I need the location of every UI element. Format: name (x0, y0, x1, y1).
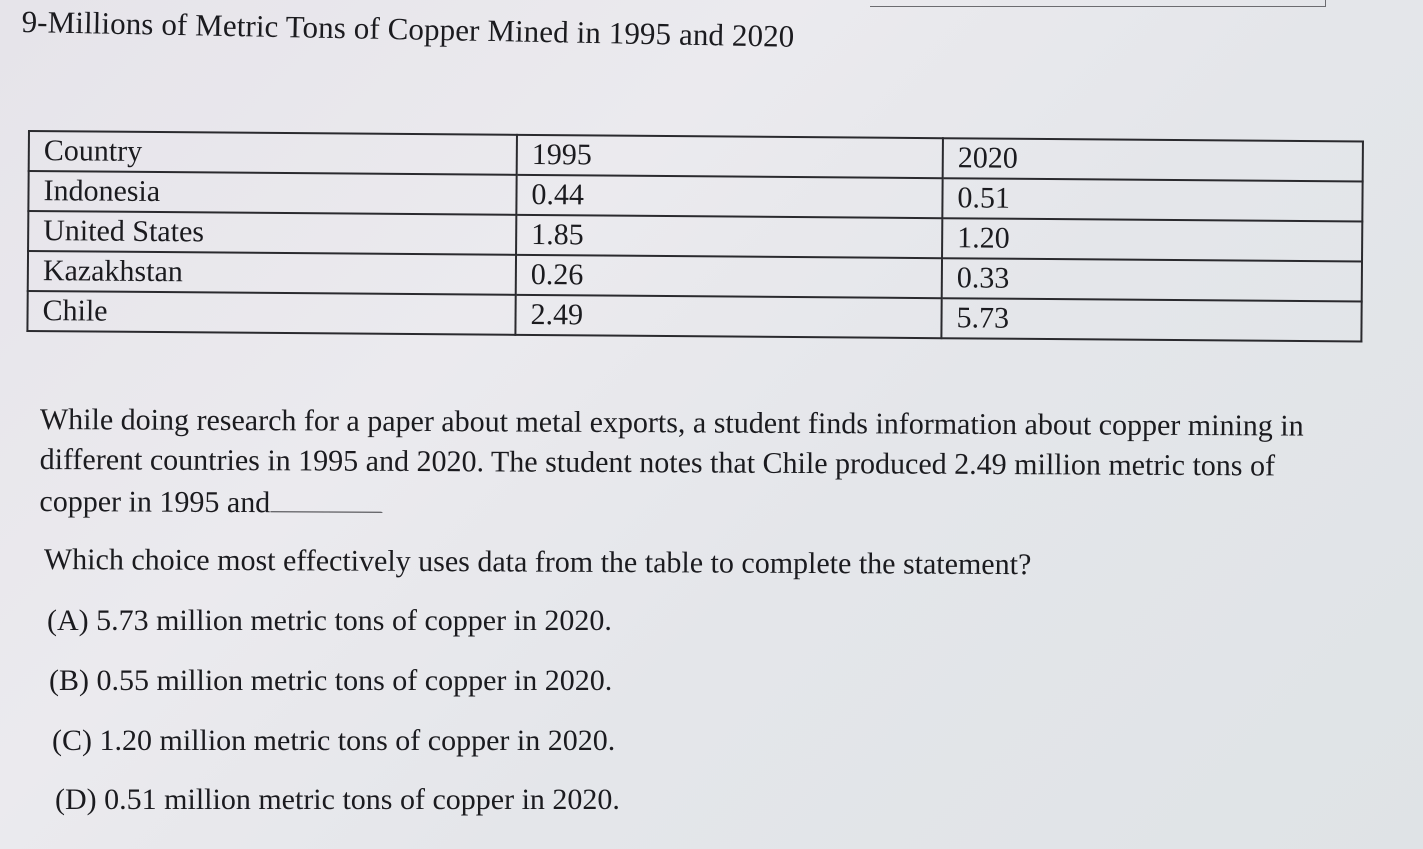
cell-country: United States (28, 211, 516, 255)
copper-table-container (26, 130, 1364, 342)
cell-country: Indonesia (28, 171, 516, 215)
choice-text: 5.73 million metric tons of copper in 2020. (96, 604, 612, 637)
choice-text: 0.55 million metric tons of copper in 2020. (96, 664, 613, 697)
cell-2020: 0.51 (942, 178, 1362, 221)
cell-2020: 0.33 (942, 258, 1362, 301)
cell-1995: 0.26 (516, 255, 942, 298)
top-edge-rule (870, 0, 1326, 7)
cell-country: Kazakhstan (28, 251, 516, 295)
choice-d[interactable] (55, 783, 620, 817)
choice-letter: (C) (52, 724, 92, 757)
cell-2020: 5.73 (941, 298, 1361, 341)
choice-text: 1.20 million metric tons of copper in 2020. (99, 724, 616, 757)
choice-letter: (A) (47, 604, 89, 637)
choice-letter: (B) (49, 664, 89, 697)
answer-blank (270, 481, 382, 513)
cell-1995: 2.49 (515, 295, 941, 338)
cell-1995: 1.85 (516, 215, 942, 258)
header-1995: 1995 (517, 135, 943, 178)
cell-country: Chile (27, 291, 515, 335)
choice-a[interactable] (47, 604, 612, 638)
choice-c[interactable] (52, 724, 615, 758)
choice-b[interactable] (49, 664, 612, 698)
copper-table (26, 130, 1364, 342)
question-stem: Which choice most effectively uses data from the table to complete the statement? (43, 543, 1032, 582)
choice-letter: (D) (55, 783, 97, 816)
header-country: Country (29, 131, 517, 175)
cell-2020: 1.20 (942, 218, 1362, 261)
passage-text: While doing research for a paper about metal exports, a student finds information about copper mining in different countries in 1995 and 2020. The student notes that Chile produced 2.49 million metric tons of copper in 1995 and (39, 402, 1304, 520)
choice-text: 0.51 million metric tons of copper in 2020. (104, 783, 620, 816)
page-title: 9-Millions of Metric Tons of Copper Mined in 1995 and 2020 (21, 4, 795, 54)
passage (39, 400, 1340, 529)
header-2020: 2020 (943, 138, 1363, 181)
cell-1995: 0.44 (516, 175, 942, 218)
